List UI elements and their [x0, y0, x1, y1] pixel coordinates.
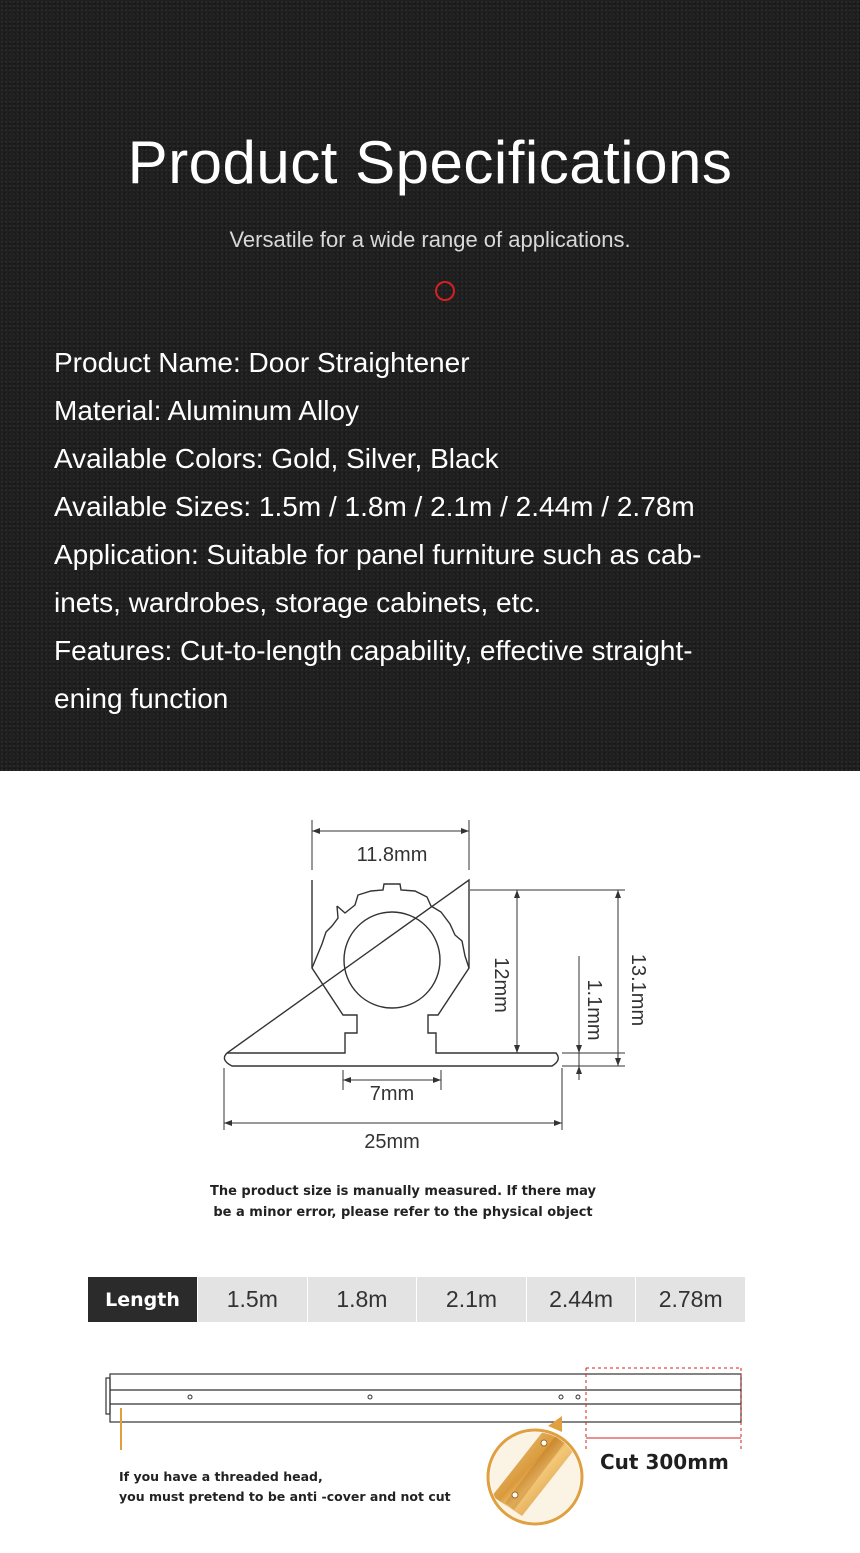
inner-bore — [344, 912, 440, 1008]
gear-ring-top — [337, 884, 469, 968]
spec-sizes: Available Sizes: 1.5m / 1.8m / 2.1m / 2.44m / 2.78m — [54, 491, 695, 522]
spec-features-line2: ening function — [54, 683, 229, 714]
measurement-note — [0, 1181, 806, 1223]
dim-base: 25mm — [364, 1131, 420, 1153]
measurement-note-line1: The product size is manually measured. If there may — [209, 1184, 597, 1199]
dim-top-width: 11.8mm — [356, 844, 428, 866]
screw-holes — [188, 1395, 580, 1399]
cut-zone — [586, 1368, 741, 1450]
circle-ornament-icon — [435, 281, 455, 301]
dim-neck: 7mm — [369, 1083, 415, 1105]
cut-diagram — [0, 1360, 860, 1553]
thread-note-line1: If you have a threaded head, — [119, 1469, 323, 1484]
measurement-note-line2: be a minor error, please refer to the physical object — [213, 1205, 593, 1220]
spec-application-line2: inets, wardrobes, storage cabinets, etc. — [54, 587, 542, 618]
length-cell: 2.78m — [635, 1277, 745, 1322]
length-header: Length — [88, 1277, 197, 1322]
dim-flange: 1.1mm — [583, 979, 605, 1041]
length-cell: 1.8m — [307, 1277, 417, 1322]
thread-note — [119, 1467, 451, 1507]
spec-material: Material: Aluminum Alloy — [54, 395, 360, 426]
spec-application-line1: Application: Suitable for panel furniture such as cab- — [54, 539, 702, 570]
length-cell: 2.44m — [526, 1277, 636, 1322]
thread-note-line2: you must pretend to be anti -cover and not cut — [119, 1489, 451, 1504]
length-cell: 2.1m — [416, 1277, 526, 1322]
profile-diagram — [0, 771, 860, 1171]
pointer-arrow-icon — [548, 1416, 562, 1432]
specifications-banner — [0, 0, 860, 771]
gear-ring-left — [312, 906, 338, 968]
dim-total-height: 13.1mm — [627, 953, 649, 1027]
spec-features-line1: Features: Cut-to-length capability, effective straight- — [54, 635, 693, 666]
length-table — [88, 1277, 745, 1322]
spec-colors: Available Colors: Gold, Silver, Black — [54, 443, 499, 474]
dim-height-12: 12mm — [490, 957, 512, 1013]
spec-list — [54, 339, 799, 723]
length-cell: 1.5m — [197, 1277, 307, 1322]
bar-body — [110, 1374, 741, 1422]
cut-label: Cut 300mm — [600, 1450, 729, 1474]
page-title: Product Specifications — [127, 129, 733, 196]
page-subtitle: Versatile for a wide range of applications. — [229, 227, 631, 252]
spec-product-name: Product Name: Door Straightener — [54, 347, 470, 378]
